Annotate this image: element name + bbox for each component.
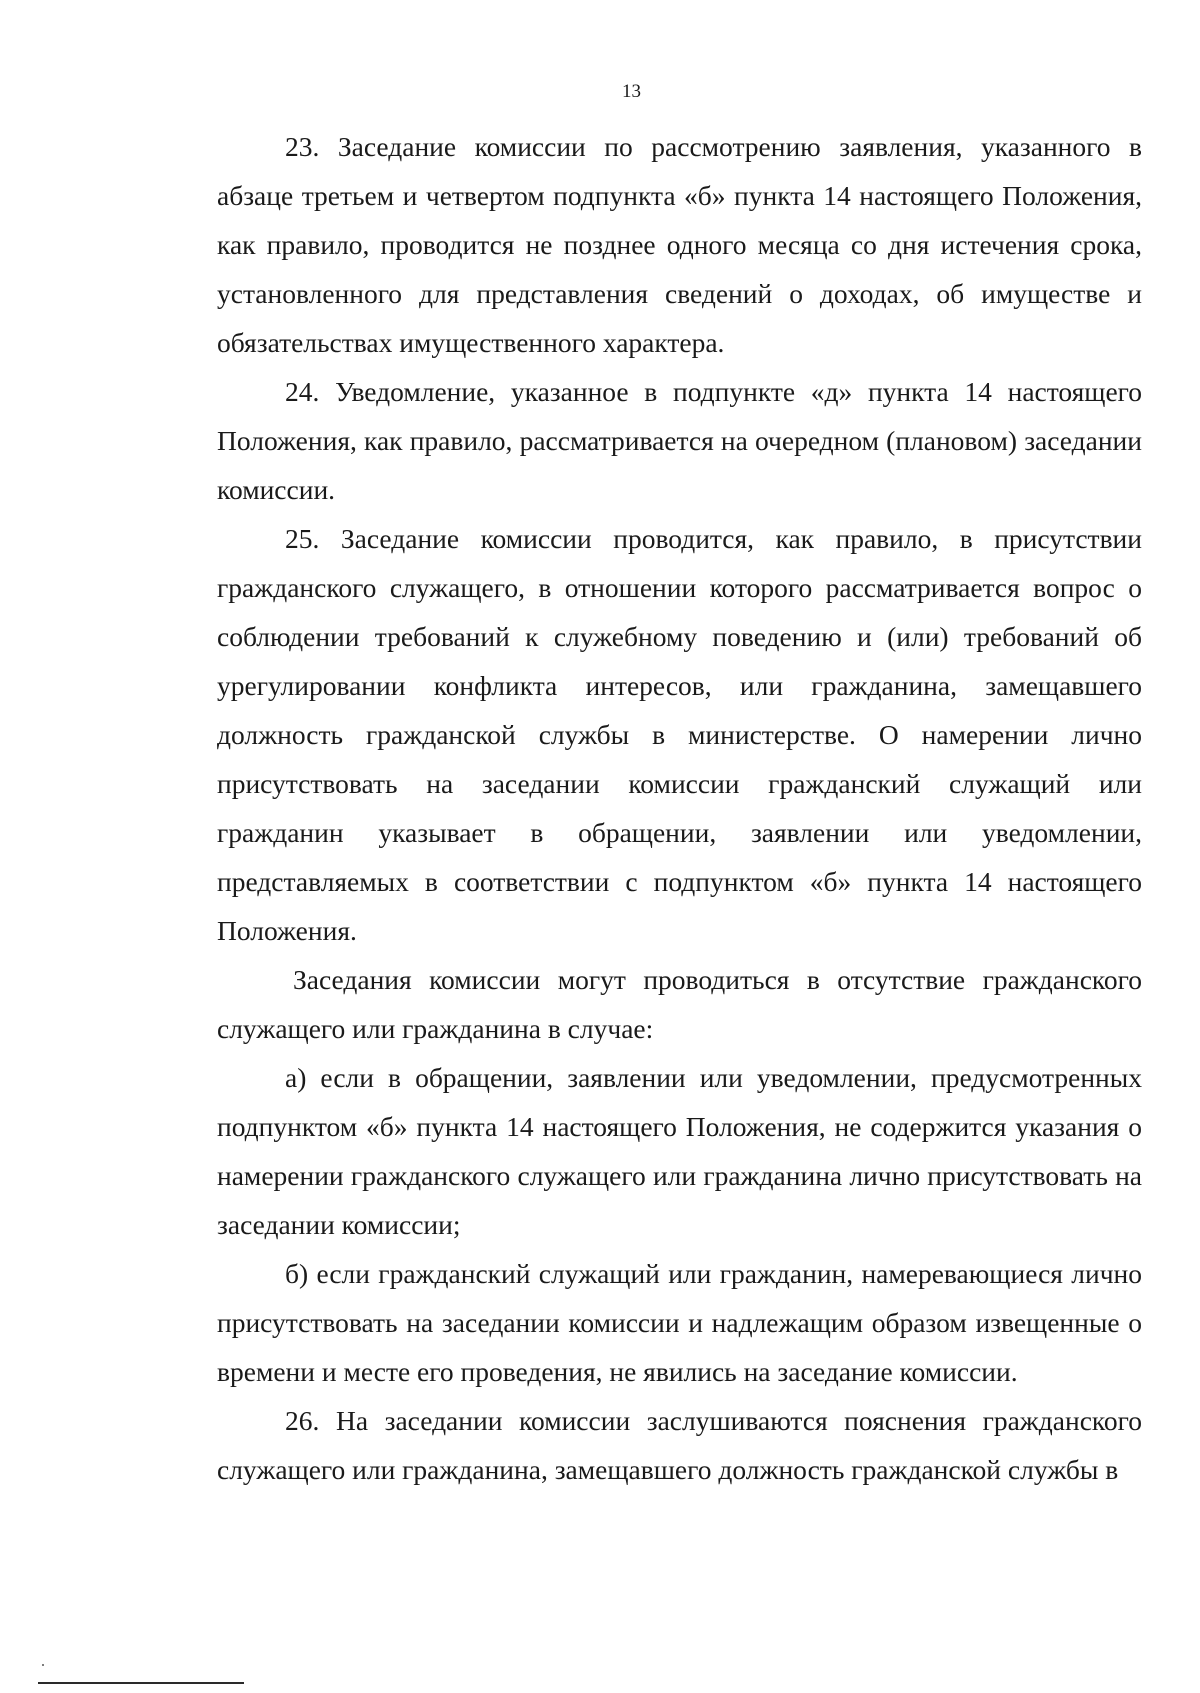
document-body: [217, 122, 1142, 1494]
footnote-rule: [38, 1682, 244, 1684]
paragraph-absence-intro: Заседания комиссии могут проводиться в отсутствие гражданского служащего или гражданина в случае:: [217, 964, 1142, 1044]
paragraph-23: 23. Заседание комиссии по рассмотрению заявления, указанного в абзаце третьем и четвертом подпункта «б» пункта 14 настоящего Положения, как правило, проводится не позднее одного месяца со дня истечения срока, установленного для представления сведений о доходах, об имуществе и обязательствах имущественного характера.: [217, 131, 1142, 358]
paragraph-item-b: б) если гражданский служащий или гражданин, намеревающиеся лично присутствовать на заседании комиссии и надлежащим образом извещенные о времени и месте его проведения, не явились на заседание комиссии.: [217, 1258, 1142, 1387]
paragraph-24: 24. Уведомление, указанное в подпункте «д» пункта 14 настоящего Положения, как правило, рассматривается на очередном (плановом) заседании комиссии.: [217, 376, 1142, 505]
page-number: 13: [622, 81, 641, 102]
paragraph-25: 25. Заседание комиссии проводится, как правило, в присутствии гражданского служащего, в отношении которого рассматривается вопрос о соблюдении требований к служебному поведению и (или) требований об урегулировании конфликта интересов, или гражданина, замещавшего должность гражданской службы в министерстве. О намерении лично присутствовать на заседании комиссии гражданский служащий или гражданин указывает в обращении, заявлении или уведомлении, представляемых в соответствии с подпунктом «б» пункта 14 настоящего Положения.: [217, 523, 1142, 946]
paragraph-item-a: а) если в обращении, заявлении или уведомлении, предусмотренных подпунктом «б» пункта 14 настоящего Положения, не содержится указания о намерении гражданского служащего или гражданина лично присутствовать на заседании комиссии;: [217, 1062, 1142, 1240]
scan-speck: [42, 1664, 44, 1666]
paragraph-26: 26. На заседании комиссии заслушиваются пояснения гражданского служащего или гражданина, замещавшего должность гражданской службы в: [217, 1405, 1142, 1485]
